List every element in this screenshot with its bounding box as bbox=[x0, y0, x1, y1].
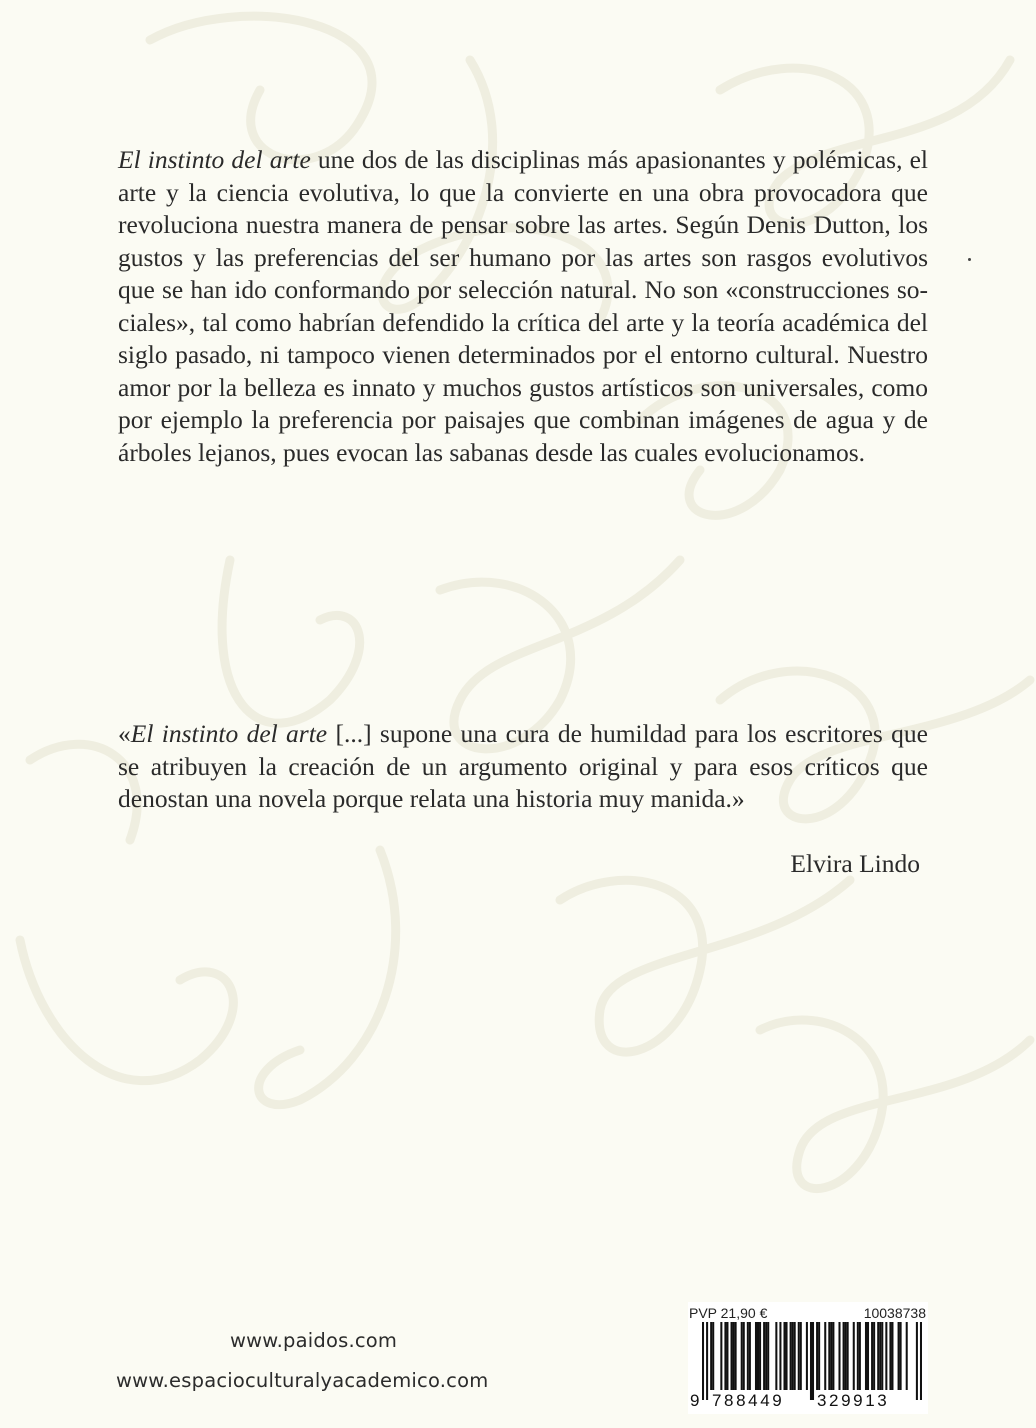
barcode-bar bbox=[806, 1322, 808, 1390]
back-cover-blurb bbox=[118, 144, 928, 469]
barcode-bar bbox=[830, 1322, 832, 1390]
barcode-bar bbox=[818, 1322, 820, 1390]
barcode-bar bbox=[853, 1322, 855, 1390]
barcode-bar bbox=[824, 1322, 826, 1390]
barcode-bar bbox=[865, 1322, 867, 1390]
barcode-bar bbox=[885, 1322, 887, 1390]
review-quote bbox=[118, 718, 928, 816]
barcode-bar bbox=[879, 1322, 881, 1390]
barcode-bar bbox=[871, 1322, 873, 1390]
barcode-bar bbox=[735, 1322, 737, 1390]
barcode-bar bbox=[881, 1322, 883, 1390]
barcode-bar bbox=[790, 1322, 792, 1390]
barcode-bar bbox=[720, 1322, 722, 1390]
barcode-bar bbox=[873, 1322, 875, 1390]
barcode-bar bbox=[783, 1322, 785, 1390]
barcode-bar bbox=[889, 1322, 891, 1390]
quote-attribution: Elvira Lindo bbox=[790, 849, 920, 878]
barcode-bar bbox=[767, 1322, 769, 1390]
barcode-bar bbox=[779, 1322, 781, 1390]
barcode-bar bbox=[867, 1322, 869, 1390]
blurb-book-title: El instinto del arte bbox=[118, 145, 311, 174]
price-label: PVP 21,90 € bbox=[689, 1305, 768, 1321]
barcode-bar bbox=[845, 1322, 847, 1390]
barcode-bar bbox=[755, 1322, 757, 1390]
barcode-bar bbox=[733, 1322, 735, 1390]
barcode-bar bbox=[832, 1322, 834, 1390]
barcode-bar bbox=[731, 1322, 733, 1390]
barcode-bar bbox=[724, 1322, 726, 1390]
quote-body: [...] supone una cura de humildad para los escritores que se atribuyen la creación de un argumento original y para esos críticos que denostan una novela porque relata una his bbox=[118, 719, 928, 813]
barcode-bar bbox=[786, 1322, 788, 1390]
barcode-bar bbox=[857, 1322, 859, 1390]
internal-code: 10038738 bbox=[863, 1305, 926, 1321]
barcode-bar bbox=[816, 1322, 818, 1390]
barcode-bar bbox=[798, 1322, 800, 1390]
barcode-bar bbox=[810, 1322, 812, 1400]
barcode-bar bbox=[847, 1322, 849, 1390]
barcode-bar bbox=[710, 1322, 712, 1390]
isbn-group-right: 329913 bbox=[817, 1391, 890, 1410]
barcode-bar bbox=[702, 1322, 704, 1400]
barcode-bar bbox=[726, 1322, 728, 1390]
barcode-bar bbox=[794, 1322, 796, 1390]
barcode-bar bbox=[712, 1322, 714, 1390]
isbn-barcode bbox=[702, 1322, 924, 1400]
barcode-bar bbox=[859, 1322, 861, 1390]
barcode-bar bbox=[828, 1322, 830, 1390]
decorative-dot bbox=[968, 258, 971, 261]
barcode-bar bbox=[920, 1322, 922, 1400]
barcode-bar bbox=[706, 1322, 708, 1400]
barcode-bar bbox=[763, 1322, 765, 1390]
quote-body-end: toria muy manida.» bbox=[545, 784, 745, 813]
barcode-bar bbox=[741, 1322, 743, 1390]
quote-open-mark: « bbox=[118, 719, 131, 748]
isbn-first-digit: 9 bbox=[690, 1391, 700, 1410]
barcode-bar bbox=[838, 1322, 840, 1390]
barcode-bar bbox=[916, 1322, 918, 1400]
barcode-bar bbox=[812, 1322, 814, 1400]
barcode-bar bbox=[898, 1322, 900, 1390]
barcode-bar bbox=[749, 1322, 751, 1390]
barcode-bar bbox=[800, 1322, 802, 1390]
isbn-digits bbox=[690, 1391, 926, 1413]
cultural-space-url[interactable]: www.espacioculturalyacademico.com bbox=[116, 1369, 489, 1392]
isbn-group-left: 788449 bbox=[712, 1391, 785, 1410]
barcode-bar bbox=[906, 1322, 908, 1390]
barcode-bar bbox=[900, 1322, 902, 1390]
barcode-bar bbox=[757, 1322, 759, 1390]
barcode-bar bbox=[792, 1322, 794, 1390]
publisher-url[interactable]: www.paidos.com bbox=[230, 1329, 398, 1352]
barcode-bar bbox=[843, 1322, 845, 1390]
blurb-body: une dos de las disciplinas más apasionantes y polémicas, el arte y la ciencia evolutiva, lo que la convierte en una obra provocadora que revoluciona nuestra manera de pensar sobre las artes. Según Denis Dutton, los gustos y las preferencias del ser humano por las artes son rasgos evolutivos que se han ido conformando por selección natural. No son «construcciones sociales», tal como habrían defendido la crítica del arte y la teoría académica del siglo pasado, ni tampoco vienen determinados por el entorno cultural. Nuestro amor por la belleza es innato y muchos gustos artísticos son universales, como por ejemplo la preferencia por paisajes que combinan imágenes de agua y de árboles lejanos, pues evocan las sabanas desde las cuales evolucionamos. bbox=[118, 145, 929, 467]
barcode-bar bbox=[747, 1322, 749, 1390]
quote-book-title: El instinto del arte bbox=[130, 719, 328, 748]
barcode-bar bbox=[759, 1322, 761, 1390]
barcode-bar bbox=[891, 1322, 893, 1390]
barcode-bar bbox=[877, 1322, 879, 1390]
barcode-bar bbox=[765, 1322, 767, 1390]
barcode-bar bbox=[775, 1322, 777, 1390]
barcode-bar bbox=[743, 1322, 745, 1390]
